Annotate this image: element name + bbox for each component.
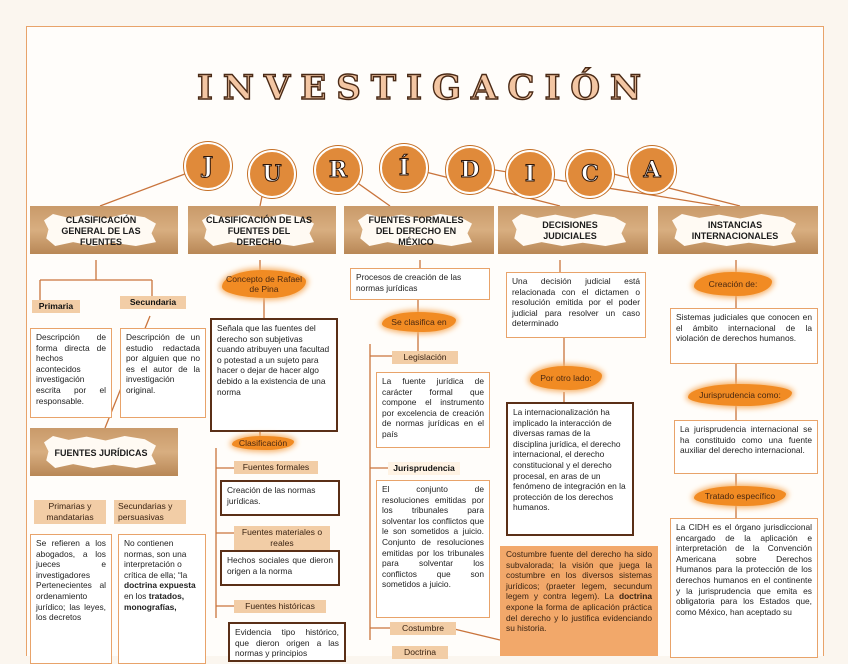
title-letter-c: C — [566, 150, 614, 198]
box-fuentes-materiales: Hechos sociales que dieron origen a la norma — [220, 550, 340, 586]
title-letter-d: D — [446, 146, 494, 194]
splash-tratado-especifico: Tratado específico — [694, 486, 786, 506]
title-letter-a: A — [628, 146, 676, 194]
box-internacionalizacion: La internacionalización ha implicado la interacción de diversas ramas de la disciplina jurídica, el derecho internacional, el derecho constitucional y el derecho procesal, en aras de un fenómeno de integración en la protección de los derechos humanos. — [506, 402, 634, 536]
title-letter-r: R — [314, 146, 362, 194]
label-jurisprudencia: Jurisprudencia — [388, 462, 460, 475]
box-decision-judicial: Una decisión judicial está relacionada con el dictamen o resolución emitida por el poder judicial para resolver un caso determinado — [506, 272, 646, 338]
label-costumbre: Costumbre — [390, 622, 456, 635]
box-legislacion: La fuente jurídica de carácter formal que compone el instrumento por excelencia de creación de normas jurídicas en el país — [376, 372, 490, 448]
box-jurisprudencia-internacional: La jurisprudencia internacional se ha constituido como una fuente auxiliar del derecho internacional. — [674, 420, 818, 474]
title-letter-j: J — [184, 142, 232, 190]
label-doctrina: Doctrina — [392, 646, 448, 659]
header-instancias-internacionales: INSTANCIAS INTERNACIONALES — [658, 206, 818, 254]
splash-creacion-de: Creación de: — [694, 272, 772, 296]
box-sistemas-judiciales: Sistemas judiciales que conocen en el ámbito internacional de la violación de derechos humanos. — [670, 308, 818, 364]
box-concepto: Señala que las fuentes del derecho son subjetivas cuando atribuyen una facultad o potestad a un sujeto para hacer o dejar de hacer algo debido a la existencia de una norma — [210, 318, 338, 432]
splash-clasificacion: Clasificación — [232, 436, 294, 450]
label-fuentes-historicas: Fuentes históricas — [234, 600, 326, 613]
secundarias-text-c: en los — [124, 590, 149, 601]
label-secundarias-persuasivas: Secundarias y persuasivas — [114, 500, 186, 524]
header-clasificacion-general: CLASIFICACIÓN GENERAL DE LAS FUENTES — [30, 206, 178, 254]
title-investigacion: INVESTIGACIÓN — [196, 68, 652, 108]
secundarias-text-d: tratados, monografías, — [124, 590, 185, 612]
box-procesos-creacion: Procesos de creación de las normas jurídicas — [350, 268, 490, 300]
splash-por-otro-lado: Por otro lado: — [530, 366, 602, 390]
title-letter-u: U — [248, 150, 296, 198]
header-clasificacion-fuentes: CLASIFICACIÓN DE LAS FUENTES DEL DERECHO — [188, 206, 336, 254]
label-primarias-mandatarias: Primarias y mandatarias — [34, 500, 106, 524]
box-fuentes-historicas: Evidencia tipo histórico, que dieron origen a las normas y principios — [228, 622, 346, 662]
header-decisiones-judiciales: DECISIONES JUDICIALES — [498, 206, 648, 254]
secundarias-text-a: No contienen normas, son una interpretación o crítica de ella; “la — [124, 538, 188, 580]
splash-concepto-rafael-de-pina: Concepto de Rafael de Pina — [222, 270, 306, 298]
box-secundarias-persuasivas — [118, 534, 206, 664]
title-letter-i: I — [506, 150, 554, 198]
label-legislacion: Legislación — [392, 351, 458, 364]
splash-jurisprudencia-como: Jurisprudencia como: — [688, 384, 792, 406]
label-fuentes-formales: Fuentes formales — [234, 461, 318, 474]
label-primaria: Primaria — [32, 300, 80, 313]
splash-se-clasifica-en: Se clasifica en — [382, 312, 456, 332]
title-letter-i-accent: Í — [380, 144, 428, 192]
costumbre-text-c: expone la forma de aplicación práctica del derecho y lo justifica evidenciando su historia. — [506, 601, 652, 634]
box-secundaria: Descripción de un estudio redactada por alguien que no es el autor de la investigación original. — [120, 328, 206, 418]
costumbre-text-a: Costumbre fuente del derecho ha sido subvalorada; la visión que juega la costumbre en los diversos sistemas jurídicos; (praeter legem, secundum legem y contra legem). La — [506, 549, 652, 602]
box-tratado-cidh: La CIDH es el órgano jurisdiccional encargado de la aplicación e interpretación de la Convención Americana sobre Derechos Humanos para la protección de los derechos humanos en el continente y la jurisprudencia que emita es obligatoria para los Estados que, como México, han aceptado su — [670, 518, 818, 658]
box-costumbre-doctrina — [500, 546, 658, 656]
header-fuentes-juridicas: FUENTES JURÍDICAS — [30, 428, 178, 476]
box-jurisprudencia: El conjunto de resoluciones emitidas por los tribunales para solventar los conflictos que le son sometidos a juicio. Conjunto de resoluciones emitidas por los tribunales para solventar los conflictos que son sometidos a juicio. — [376, 480, 490, 618]
box-fuentes-formales: Creación de las normas jurídicas. — [220, 480, 340, 516]
box-primarias-mandatarias: Se refieren a los abogados, a los jueces e investigadores Pertenecientes al ordenamiento jurídico; las leyes, los decretos — [30, 534, 112, 664]
label-fuentes-materiales: Fuentes materiales o reales — [234, 526, 330, 550]
costumbre-text-b: doctrina — [618, 591, 652, 602]
secundarias-text-b: doctrina expuesta — [124, 580, 196, 591]
header-fuentes-formales-mexico: FUENTES FORMALES DEL DERECHO EN MÉXICO — [344, 206, 494, 254]
label-secundaria: Secundaria — [120, 296, 186, 309]
box-primaria: Descripción de forma directa de hechos acontecidos investigación escrita por el responsable. — [30, 328, 112, 418]
